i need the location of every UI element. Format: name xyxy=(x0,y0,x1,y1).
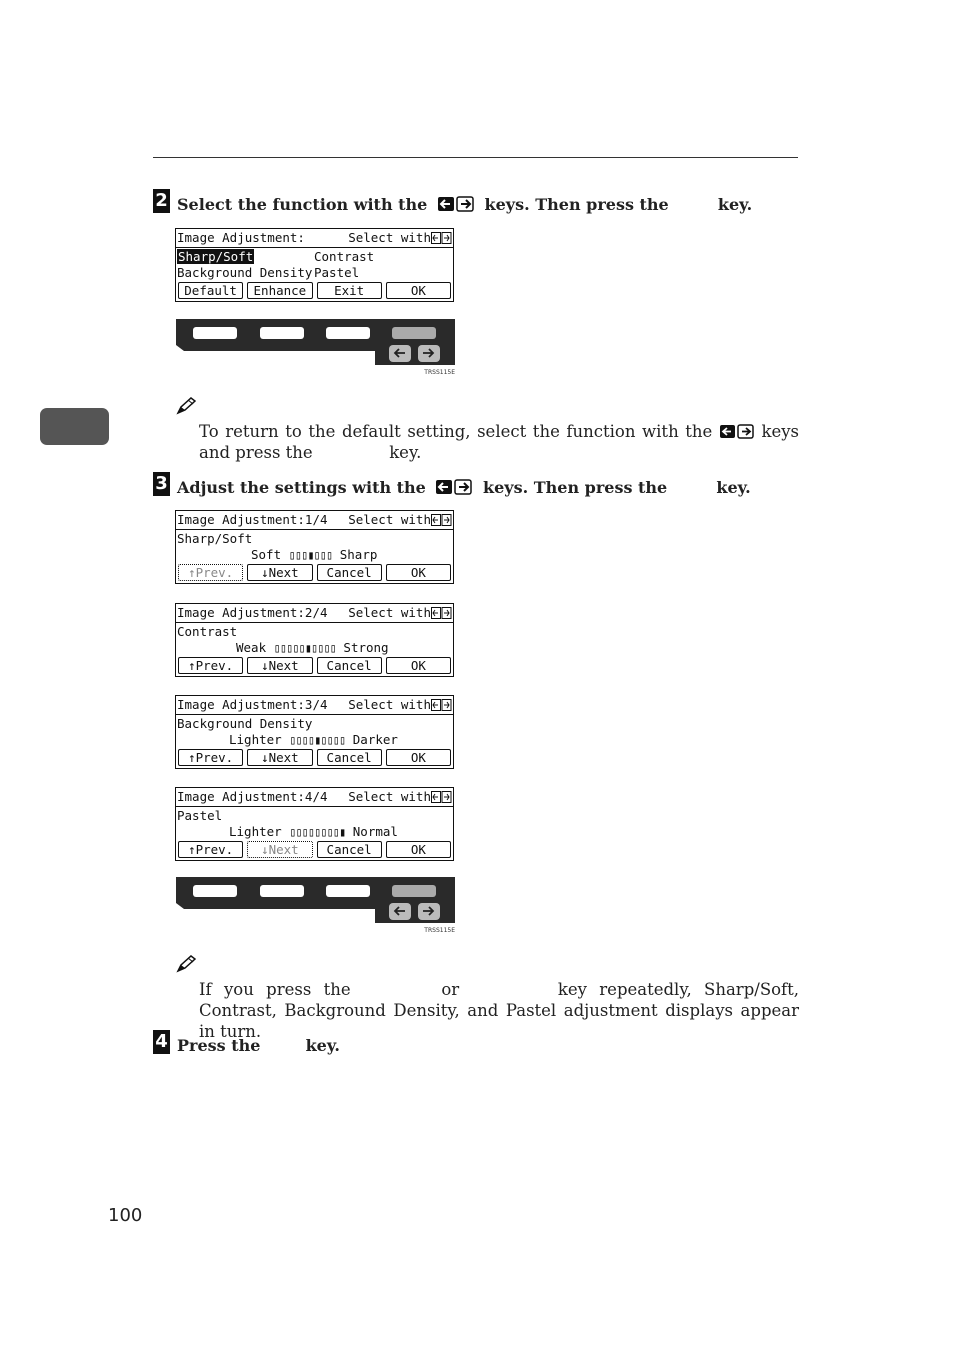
next-key[interactable]: ↓Next xyxy=(247,749,312,766)
lcd-adjust-screen-1 xyxy=(175,510,454,584)
lcd-arrow-keys-icon xyxy=(431,699,452,711)
lcd-low-label: Weak xyxy=(236,640,267,655)
lcd-level-bar: ▯▯▯▯▮▯▯▯▯ xyxy=(289,733,346,747)
lcd-low-label: Lighter xyxy=(229,824,282,839)
note-pencil-icon xyxy=(176,397,196,415)
left-right-arrow-keys-icon xyxy=(719,422,755,441)
lcd-level-bar: ▯▯▯▮▯▯▯ xyxy=(288,548,333,562)
chapter-tab xyxy=(40,408,109,445)
step-text: keys. Then press the xyxy=(484,195,669,214)
lcd-arrow-keys-icon xyxy=(431,514,452,526)
selection-key-2[interactable] xyxy=(260,327,304,339)
control-panel xyxy=(176,319,455,376)
lcd-menu-item[interactable]: Background Density xyxy=(177,265,313,280)
lcd-adjust-screen-3 xyxy=(175,695,454,769)
step-3 xyxy=(153,472,798,498)
selection-key-4[interactable] xyxy=(392,327,436,339)
selection-key-2[interactable] xyxy=(260,885,304,897)
cancel-key[interactable]: Cancel xyxy=(317,657,382,674)
panel-code: TRSS115E xyxy=(424,927,455,934)
lcd-hint: Select with xyxy=(348,697,431,712)
step-number: 2 xyxy=(153,189,170,213)
lcd-level-bar: ▯▯▯▯▯▯▯▯▮ xyxy=(289,825,346,839)
lcd-setting-label: Contrast xyxy=(177,624,238,639)
lcd-low-label: Soft xyxy=(251,547,282,562)
default-key[interactable]: Default xyxy=(178,282,243,299)
step-text: key. xyxy=(717,195,753,214)
left-right-arrow-keys-icon xyxy=(435,479,473,499)
lcd-title: Image Adjustment:1/4 xyxy=(177,512,328,527)
lcd-arrow-keys-icon xyxy=(431,232,452,244)
lcd-hint: Select with xyxy=(348,512,431,527)
selection-key-3[interactable] xyxy=(326,885,370,897)
lcd-menu-screen xyxy=(175,228,454,302)
lcd-high-label: Darker xyxy=(352,732,398,747)
lcd-adjust-screen-2 xyxy=(175,603,454,677)
step-text: keys. Then press the xyxy=(483,478,668,497)
selection-key-4[interactable] xyxy=(392,885,436,897)
ok-key[interactable]: OK xyxy=(386,282,451,299)
step-number: 4 xyxy=(153,1030,170,1054)
lcd-adjust-screen-4 xyxy=(175,787,454,861)
lcd-arrow-keys-icon xyxy=(431,607,452,619)
control-panel xyxy=(176,877,455,934)
lcd-setting-label: Pastel xyxy=(177,808,223,823)
lcd-high-label: Strong xyxy=(343,640,389,655)
note-text: To return to the default setting, select the function with the keys and press the key. xyxy=(199,422,800,462)
enhance-key[interactable]: Enhance xyxy=(247,282,312,299)
ok-key[interactable]: OK xyxy=(386,564,451,581)
note-text: If you press the or key repeatedly, Sharp/Soft, Contrast, Background Density, and Pastel adjustment displays appear in turn. xyxy=(199,980,800,1041)
note-pencil-icon xyxy=(176,955,196,973)
prev-key[interactable]: ↑Prev. xyxy=(178,657,243,674)
lcd-setting-label: Sharp/Soft xyxy=(177,531,253,546)
next-key[interactable]: ↓Next xyxy=(247,564,312,581)
lcd-low-label: Lighter xyxy=(229,732,282,747)
lcd-title: Image Adjustment:2/4 xyxy=(177,605,328,620)
page-number: 100 xyxy=(108,1205,143,1226)
lcd-high-label: Normal xyxy=(352,824,398,839)
lcd-title: Image Adjustment:4/4 xyxy=(177,789,328,804)
next-key[interactable]: ↓Next xyxy=(247,657,312,674)
ok-key[interactable]: OK xyxy=(386,749,451,766)
selection-key-3[interactable] xyxy=(326,327,370,339)
cancel-key[interactable]: Cancel xyxy=(317,841,382,858)
lcd-menu-item[interactable]: Pastel xyxy=(314,265,360,280)
left-right-arrow-keys-icon xyxy=(437,196,475,216)
panel-code: TRSS115E xyxy=(424,369,455,376)
step-text: key. xyxy=(305,1036,340,1055)
lcd-menu-item-selected[interactable]: Sharp/Soft xyxy=(178,249,254,264)
exit-key[interactable]: Exit xyxy=(317,282,382,299)
selection-key-1[interactable] xyxy=(193,327,237,339)
lcd-setting-label: Background Density xyxy=(177,716,313,731)
selection-key-1[interactable] xyxy=(193,885,237,897)
lcd-high-label: Sharp xyxy=(339,547,378,562)
lcd-hint: Select with xyxy=(348,230,431,245)
lcd-title: Image Adjustment: xyxy=(177,230,305,245)
ok-key[interactable]: OK xyxy=(386,657,451,674)
step-number: 3 xyxy=(153,472,170,496)
step-text: Adjust the settings with the xyxy=(177,478,426,497)
lcd-title: Image Adjustment:3/4 xyxy=(177,697,328,712)
next-key[interactable]: ↓Next xyxy=(247,841,312,858)
cancel-key[interactable]: Cancel xyxy=(317,749,382,766)
step-text: Press the xyxy=(177,1036,261,1055)
step-text: Select the function with the xyxy=(177,195,428,214)
lcd-menu-item[interactable]: Contrast xyxy=(314,249,375,264)
lcd-hint: Select with xyxy=(348,789,431,804)
header-rule xyxy=(153,157,798,158)
prev-key[interactable]: ↑Prev. xyxy=(178,749,243,766)
step-4 xyxy=(153,1030,798,1056)
lcd-level-bar: ▯▯▯▯▯▮▯▯▯▯ xyxy=(273,641,336,655)
prev-key[interactable]: ↑Prev. xyxy=(178,841,243,858)
cancel-key[interactable]: Cancel xyxy=(317,564,382,581)
lcd-arrow-keys-icon xyxy=(431,791,452,803)
prev-key[interactable]: ↑Prev. xyxy=(178,564,243,581)
lcd-hint: Select with xyxy=(348,605,431,620)
ok-key[interactable]: OK xyxy=(386,841,451,858)
step-text: key. xyxy=(716,478,751,497)
step-2 xyxy=(153,189,798,215)
